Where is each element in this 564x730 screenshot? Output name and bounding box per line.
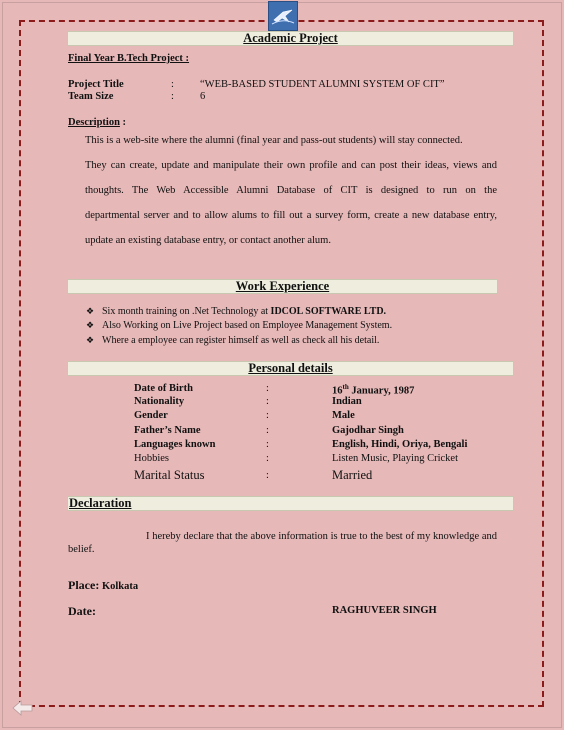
signature-name: RAGHUVEER SINGH [332, 605, 437, 616]
dob-label: Date of Birth [134, 383, 193, 394]
project-title-value: “WEB-BASED STUDENT ALUMNI SYSTEM OF CIT” [200, 79, 445, 90]
dob-day: 16 [332, 385, 343, 397]
work-item [86, 306, 386, 317]
team-size-value: 6 [200, 91, 206, 102]
dob-suffix: th [342, 383, 349, 391]
work-item-text: Where a employee can register himself as well as check all his detail. [102, 335, 380, 346]
back-arrow-icon[interactable] [12, 699, 34, 717]
final-year-project-subheading: Final Year B.Tech Project : [68, 53, 190, 64]
date-label: Date: [68, 604, 96, 618]
father-name-colon: : [266, 425, 269, 436]
personal-details-heading: Personal details [67, 361, 514, 376]
team-size-label: Team Size [68, 91, 114, 102]
marital-status-colon: : [266, 470, 269, 481]
nationality-colon: : [266, 396, 269, 407]
place-label: Place: [68, 578, 100, 592]
hobbies-label: Hobbies [134, 453, 169, 464]
work-item [86, 335, 379, 346]
dob-colon: : [266, 383, 269, 394]
father-name-label: Father’s Name [134, 425, 201, 436]
description-colon: : [122, 117, 127, 128]
project-title-label: Project Title [68, 79, 124, 90]
gender-value: Male [332, 410, 355, 421]
description-line: departmental server and to allow alums to fill out a survey form, create a new database entry, [85, 210, 497, 221]
marital-status-value: Married [332, 468, 373, 482]
academic-project-heading: Academic Project [67, 31, 514, 46]
nationality-label: Nationality [134, 396, 185, 407]
languages-colon: : [266, 439, 269, 450]
description-line: thoughts. The Web Accessible Alumni Database of CIT is designed to run on the [85, 185, 497, 196]
father-name-value: Gajodhar Singh [332, 425, 404, 436]
description-line: They can create, update and manipulate their own profile and can post their ideas, views and [85, 160, 497, 171]
project-title-colon: : [171, 79, 174, 90]
description-label [68, 117, 126, 128]
work-experience-heading: Work Experience [67, 279, 498, 294]
declaration-heading: Declaration [67, 496, 514, 511]
declaration-text: I hereby declare that the above information is true to the best of my knowledge and belief. [68, 531, 497, 555]
marital-status-label: Marital Status [134, 468, 205, 482]
nationality-value: Indian [332, 396, 362, 407]
dob-value [332, 383, 414, 397]
work-item [86, 320, 392, 331]
gender-colon: : [266, 410, 269, 421]
hobbies-value: Listen Music, Playing Cricket [332, 453, 458, 464]
work-item-text: Also Working on Live Project based on Employee Management System. [102, 320, 393, 331]
description-label-text: Description [68, 117, 120, 128]
bullet-icon: ❖ [86, 336, 95, 346]
place-line [68, 578, 138, 593]
languages-value: English, Hindi, Oriya, Bengali [332, 439, 468, 450]
work-item-text: Six month training on .Net Technology at [102, 306, 271, 317]
gender-label: Gender [134, 410, 168, 421]
logo-icon [268, 1, 298, 31]
bullet-icon: ❖ [86, 307, 95, 317]
bullet-icon: ❖ [86, 321, 95, 331]
hobbies-colon: : [266, 453, 269, 464]
place-value: Kolkata [101, 581, 139, 592]
team-size-colon: : [171, 91, 174, 102]
company-name: IDCOL SOFTWARE LTD. [270, 306, 387, 317]
dob-rest: January, 1987 [348, 385, 415, 397]
description-line: This is a web-site where the alumni (final year and pass-out students) will stay connected. [85, 135, 463, 146]
languages-label: Languages known [134, 439, 216, 450]
description-line: update an existing database entry, or contact another alum. [85, 235, 331, 246]
project-description [85, 128, 497, 253]
